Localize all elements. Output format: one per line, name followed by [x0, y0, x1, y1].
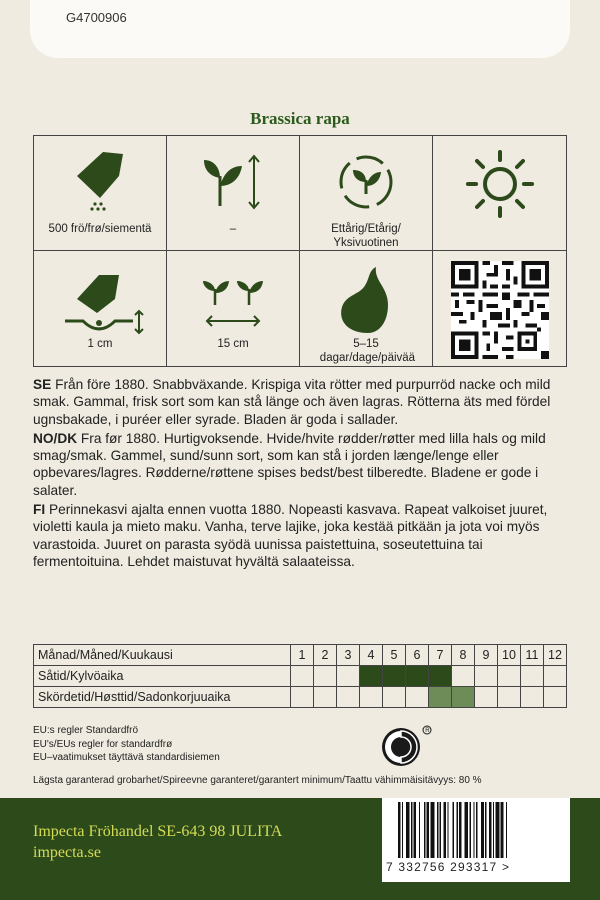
regulations — [33, 724, 220, 765]
sun-icon — [462, 146, 538, 222]
calendar-row — [34, 666, 567, 687]
lang-code: SE — [33, 377, 52, 392]
germination-label: 5–15 dagar/dage/päivää — [319, 338, 416, 364]
barcode — [382, 798, 570, 882]
month-cell — [383, 687, 406, 708]
month-cell — [544, 687, 567, 708]
month-header: 6 — [406, 645, 429, 666]
description-no-dk — [33, 430, 567, 499]
description-fi — [33, 501, 567, 570]
month-cell — [498, 687, 521, 708]
month-cell — [314, 666, 337, 687]
barcode-number: 7 332756 293317 > — [386, 860, 511, 874]
month-cell — [337, 666, 360, 687]
month-cell — [521, 666, 544, 687]
sowing-depth-icon — [55, 261, 145, 337]
germination-guarantee: Lägsta garanterad grobarhet/Spireevne garanteret/garantert minimum/Taattu vähimmäisitävyys: 80 % — [33, 775, 482, 786]
barcode-bars-icon — [394, 802, 558, 860]
cell-spacing — [167, 251, 300, 366]
month-cell — [429, 666, 452, 687]
company-address — [33, 821, 282, 863]
species-name: Brassica rapa — [250, 109, 350, 128]
month-cell — [291, 687, 314, 708]
regulation-line: EU:s regler Standardfrö — [33, 725, 139, 736]
lang-code: FI — [33, 502, 46, 518]
description-text: Fra før 1880. Hurtigvoksende. Hvide/hvite rødder/røtter med lilla hals og mild smag/smak. Gammel, sund/sunn sort, som kan stå i jorden længe/lenge eller opbevares/lagres. Rødderne/røttene spises bedst/best tilberedte. Bladene er gode i salater. — [33, 430, 546, 498]
month-cell — [475, 687, 498, 708]
month-header: 12 — [544, 645, 567, 666]
cell-depth — [34, 251, 167, 366]
calendar-row-label: Skördetid/Høsttid/Sadonkorjuuaika — [34, 687, 291, 708]
plant-spacing-icon — [195, 261, 271, 337]
height-label: – — [229, 223, 237, 235]
footer — [0, 798, 600, 900]
cell-sun — [433, 136, 566, 251]
svg-text:R: R — [425, 728, 430, 734]
month-cell — [544, 666, 567, 687]
month-cell — [337, 687, 360, 708]
month-header: 4 — [360, 645, 383, 666]
cell-germination — [300, 251, 433, 366]
month-cell — [452, 687, 475, 708]
plant-height-icon — [198, 146, 268, 216]
month-header: 9 — [475, 645, 498, 666]
month-cell — [429, 687, 452, 708]
month-header: 2 — [314, 645, 337, 666]
month-cell — [360, 687, 383, 708]
regulation-line: EU–vaatimukset täyttävä standardisiemen — [33, 752, 220, 763]
cell-height — [167, 136, 300, 251]
depth-label: 1 cm — [87, 338, 113, 350]
month-cell — [406, 687, 429, 708]
cell-seeds — [34, 136, 167, 251]
seeds-pile-icon — [65, 146, 135, 216]
calendar-header-label: Månad/Måned/Kuukausi — [34, 645, 291, 666]
month-cell — [521, 687, 544, 708]
month-cell — [314, 687, 337, 708]
seeds-label: 500 frö/frø/siementä — [48, 223, 152, 235]
regulation-line: EU's/EUs regler for standardfrø — [33, 738, 173, 750]
month-cell — [406, 666, 429, 687]
cell-qr — [433, 251, 566, 366]
calendar-row — [34, 687, 567, 708]
sowing-calendar — [33, 644, 567, 708]
month-cell — [360, 666, 383, 687]
lang-code: NO/DK — [33, 430, 78, 446]
month-header: 5 — [383, 645, 406, 666]
month-cell — [475, 666, 498, 687]
month-cell — [452, 666, 475, 687]
address-line: Impecta Fröhandel SE-643 98 JULITA — [33, 823, 283, 840]
month-header: 10 — [498, 645, 521, 666]
month-cell — [383, 666, 406, 687]
description-text: Perinnekasvi ajalta ennen vuotta 1880. Nopeasti kasvava. Rapeat valkoiset juuret, violetti kaula ja mieto maku. Vanha, terve lajike, joka kestää pitkään ja jota voi myös varastoida. Juuret on parasta syödä uunissa paistettuina, soseutettuina tai fermentoituina. Lehdet maistuvat hyvältä salaateissa. — [33, 502, 548, 569]
calendar-header-row — [34, 645, 567, 666]
month-header: 8 — [452, 645, 475, 666]
month-header: 3 — [337, 645, 360, 666]
month-cell — [498, 666, 521, 687]
month-cell — [291, 666, 314, 687]
month-header: 7 — [429, 645, 452, 666]
description-se — [33, 376, 567, 428]
germination-icon — [328, 261, 404, 337]
cell-annual — [300, 136, 433, 251]
website-link[interactable]: impecta.se — [33, 844, 101, 861]
month-header: 11 — [521, 645, 544, 666]
top-tab — [30, 0, 570, 58]
spacing-label: 15 cm — [217, 338, 249, 350]
product-code: G4700906 — [66, 10, 127, 25]
icon-grid — [33, 135, 567, 367]
description-block — [33, 376, 567, 572]
month-header: 1 — [291, 645, 314, 666]
description-text: Från före 1880. Snabbväxande. Krispiga vita rötter med purpurröd nacke och mild smak. Gammal, frisk sort som kan stå länge och även lagras. Rötterna äts med fördel ugnsbakade, i puréer eller syrade. Bladen är goda i sallader. — [33, 377, 551, 427]
green-dot-recycle-icon — [381, 725, 435, 769]
qr-code-icon[interactable] — [451, 261, 549, 359]
annual-cycle-icon — [331, 146, 401, 216]
annual-label: Ettårig/Etårig/ Yksivuotinen — [331, 223, 401, 249]
calendar-row-label: Såtid/Kylvöaika — [34, 666, 291, 687]
